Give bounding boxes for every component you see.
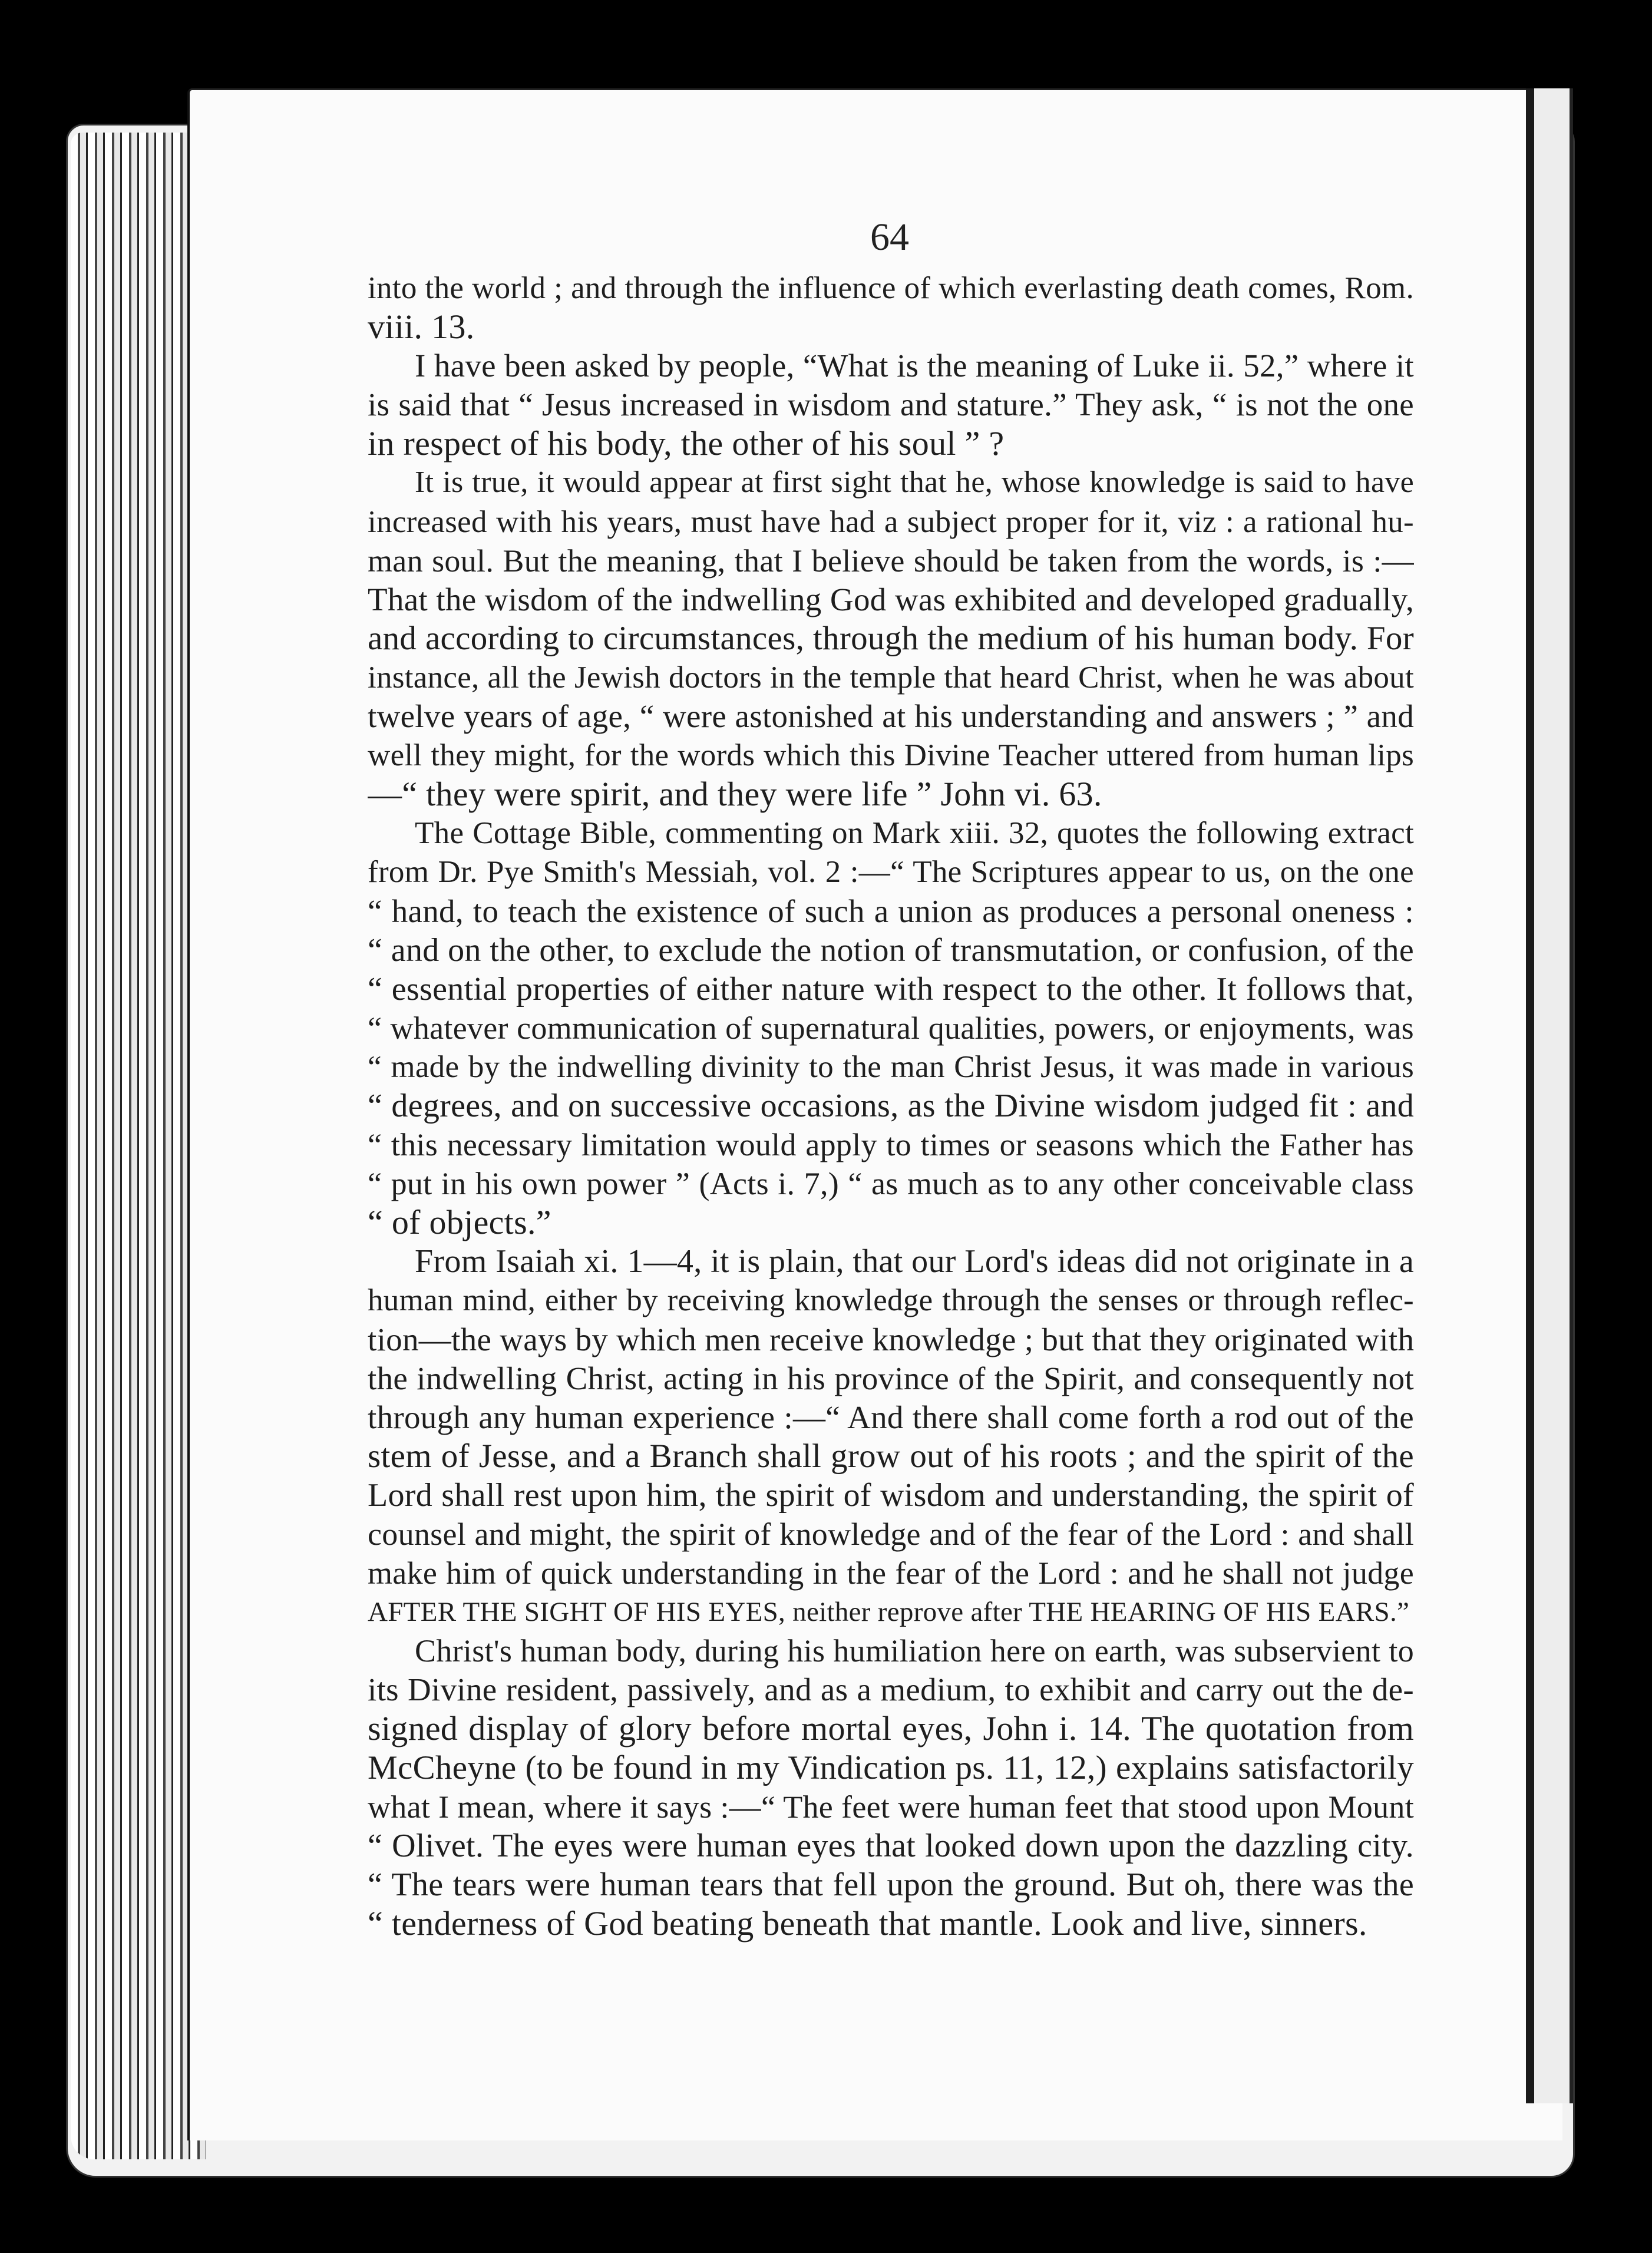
page-number: 64 <box>870 216 909 259</box>
text-line: in respect of his body, the other of his soul ” ? <box>368 424 1005 463</box>
text-line: instance, all the Jewish doctors in the temple that heard Christ, when he was about <box>368 660 1414 695</box>
text-line: —“ they were spirit, and they were life ” John vi. 63. <box>368 775 1102 814</box>
text-line: “ The tears were human tears that fell upon the ground. But oh, there was the <box>368 1866 1414 1903</box>
facing-page-edge <box>1534 88 1570 2103</box>
text-line: Christ's human body, during his humiliation here on earth, was subservient to <box>415 1633 1414 1669</box>
body-text <box>368 269 1414 1943</box>
text-line: the indwelling Christ, acting in his province of the Spirit, and consequently not <box>368 1360 1414 1396</box>
text-line: “ this necessary limitation would apply to times or seasons which the Father has <box>368 1127 1414 1163</box>
text-line: its Divine resident, passively, and as a medium, to exhibit and carry out the de- <box>368 1671 1414 1708</box>
text-line: viii. 13. <box>368 308 475 346</box>
text-line: “ degrees, and on successive occasions, as the Divine wisdom judged fit : and <box>368 1087 1414 1124</box>
text-line: That the wisdom of the indwelling God was exhibited and developed gradually, <box>368 581 1414 617</box>
gutter-fold <box>1570 88 1573 2103</box>
text-line: “ put in his own power ” (Acts i. 7,) “ as much as to any other conceivable class <box>368 1166 1414 1202</box>
text-line: I have been asked by people, “What is the meaning of Luke ii. 52,” where it <box>415 348 1414 384</box>
text-line: is said that “ Jesus increased in wisdom and stature.” They ask, “ is not the one <box>368 386 1414 423</box>
text-line: It is true, it would appear at first sight that he, whose knowledge is said to have <box>415 465 1414 500</box>
text-line: make him of quick understanding in the fear of the Lord : and he shall not judge <box>368 1555 1414 1591</box>
text-line: “ whatever communication of supernatural qualities, powers, or enjoyments, was <box>368 1010 1414 1046</box>
gutter-shadow <box>1526 88 1534 2103</box>
text-line: “ hand, to teach the existence of such a union as produces a personal oneness : <box>368 893 1414 929</box>
text-line: what I mean, where it says :—“ The feet were human feet that stood upon Mount <box>368 1789 1414 1825</box>
text-line: stem of Jesse, and a Branch shall grow out of his roots ; and the spirit of the <box>368 1437 1414 1475</box>
text-line: and according to circumstances, through the medium of his human body. For <box>368 619 1414 657</box>
text-line: counsel and might, the spirit of knowledge and of the fear of the Lord : and shall <box>368 1517 1414 1552</box>
text-line: From Isaiah xi. 1—4, it is plain, that our Lord's ideas did not originate in a <box>415 1243 1414 1280</box>
page-stack-edges <box>71 133 206 2159</box>
text-line: “ essential properties of either nature with respect to the other. It follows that, <box>368 970 1414 1007</box>
text-line: increased with his years, must have had a subject proper for it, viz : a rational hu- <box>368 504 1414 539</box>
text-line: from Dr. Pye Smith's Messiah, vol. 2 :—“ The Scriptures appear to us, on the one <box>368 855 1414 890</box>
text-line: McCheyne (to be found in my Vindication ps. 11, 12,) explains satisfactorily <box>368 1749 1414 1786</box>
text-line: Lord shall rest upon him, the spirit of wisdom and understanding, the spirit of <box>368 1476 1414 1514</box>
text-line: well they might, for the words which this Divine Teacher uttered from human lips <box>368 738 1414 773</box>
text-line: “ of objects.” <box>368 1203 551 1242</box>
text-line: AFTER THE SIGHT OF HIS EYES, neither reprove after THE HEARING OF HIS EARS.” <box>368 1597 1410 1628</box>
text-line: twelve years of age, “ were astonished at his understanding and answers ; ” and <box>368 698 1414 735</box>
text-line: The Cottage Bible, commenting on Mark xiii. 32, quotes the following extract <box>415 816 1414 851</box>
text-line: “ Olivet. The eyes were human eyes that looked down upon the dazzling city. <box>368 1827 1414 1864</box>
text-line: “ and on the other, to exclude the notion of transmutation, or confusion, of the <box>368 931 1414 969</box>
text-line: through any human experience :—“ And there shall come forth a rod out of the <box>368 1399 1414 1435</box>
text-line: human mind, either by receiving knowledge through the senses or through reflec- <box>368 1283 1414 1318</box>
text-line: tion—the ways by which men receive knowledge ; but that they originated with <box>368 1321 1414 1357</box>
text-line: signed display of glory before mortal eyes, John i. 14. The quotation from <box>368 1709 1414 1748</box>
text-line: man soul. But the meaning, that I believe should be taken from the words, is :— <box>368 543 1414 579</box>
text-line: into the world ; and through the influence of which everlasting death comes, Rom. <box>368 271 1414 305</box>
text-line: “ made by the indwelling divinity to the man Christ Jesus, it was made in various <box>368 1049 1414 1084</box>
text-line: “ tenderness of God beating beneath that mantle. Look and live, sinners. <box>368 1904 1367 1943</box>
